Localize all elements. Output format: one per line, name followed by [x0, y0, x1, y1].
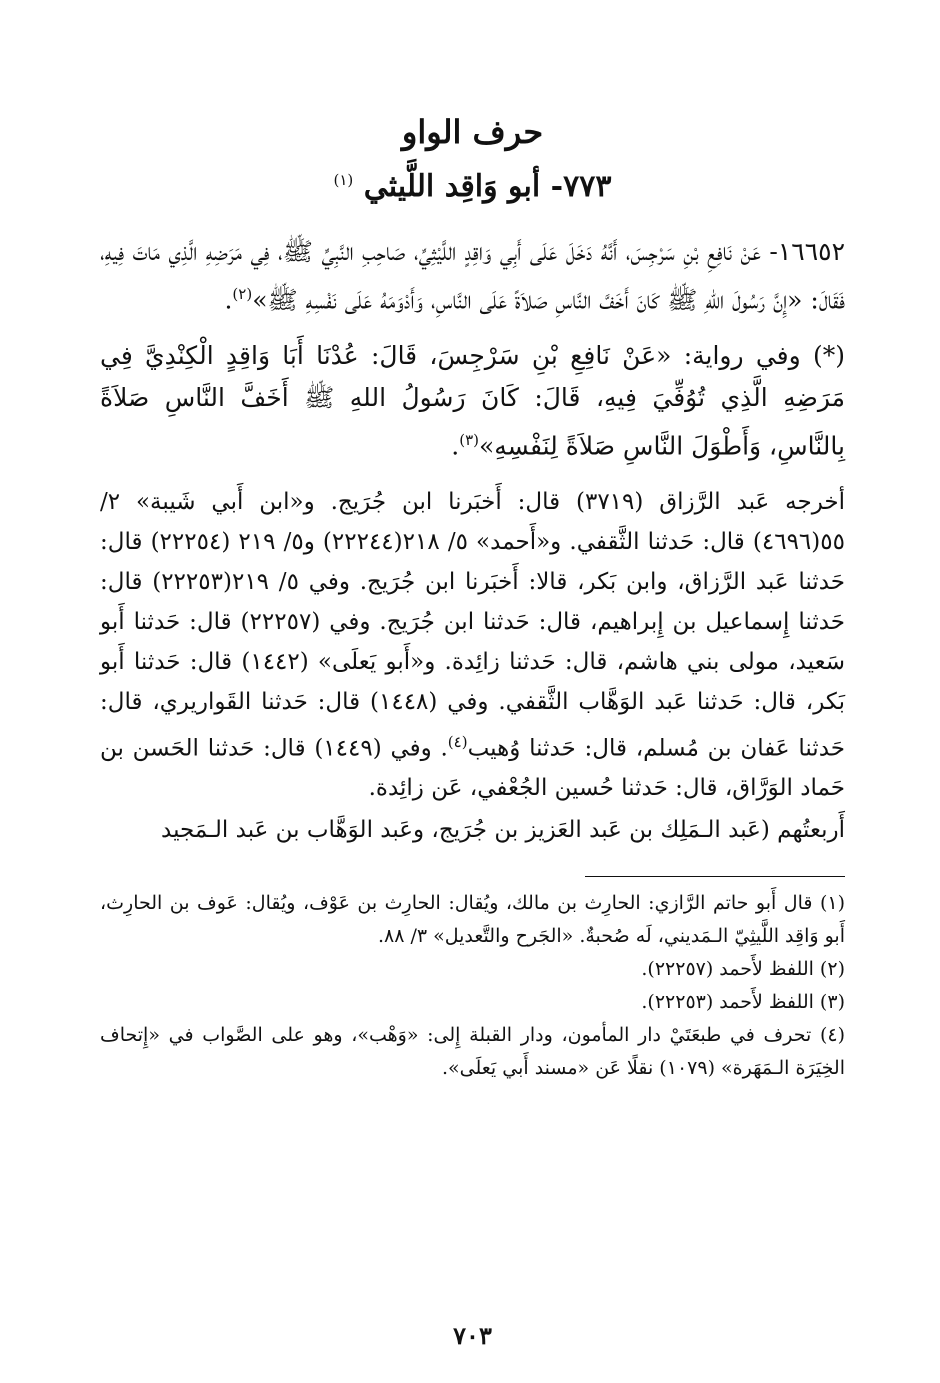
takhrij-body-before: أخرجه عَبد الرَّزاق (٣٧١٩) قال: أَخبَرنا ابن جُرَيج. و«ابن أَبي شَيبة» ٢/ ٥٥(٤٦٩٦) قال: حَدثنا الثَّقفي. و«أَحمد» ٥/ ٢١٨(٢٢٢٤٤) و٥/ ٢١٩ (٢٢٢٥٤) قال: حَدثنا عَبد الرَّزاق، وابن بَكر، قالا: أَخبَرنا ابن جُرَيج. وفي ٥/ ٢١٩(٢٢٢٥٣) قال: حَدثنا إِسماعيل بن إِبراهيم، قال: حَدثنا ابن جُرَيج. وفي (٢٢٢٥٧) قال: حَدثنا أَبو سَعيد، مولى بني هاشم، قال: حَدثنا زائِدة. و«أَبو يَعلَى» (١٤٤٢) قال: حَدثنا أَبو بَكر، قال: حَدثنا عَبد الوَهَّاب الثَّقفي. وفي (١٤٤٨) قال: حَدثنا القَواريري، قال: حَدثنا عَفان بن مُسلم، قال: حَدثنا وُهيب	[100, 488, 846, 762]
hadith-footnote-ref: (٢)	[232, 285, 253, 303]
footnote-3: (٣) اللفظ لأَحمد (٢٢٢٥٣).	[641, 991, 845, 1014]
chapter-title: حرف الواو	[401, 113, 544, 151]
entry-title	[100, 158, 845, 209]
entry-title-text: ٧٧٣- أبو وَاقِد اللَّيثي	[363, 169, 612, 204]
riwaya-footnote-ref: (٣)	[459, 431, 479, 450]
riwaya-body: (*) وفي رواية: «عَنْ نَافِعِ بْنِ سَرْجِسَ، قَالَ: عُدْنَا أَبَا وَاقِدٍ الْكِنْدِيَّ فِي مَرَضِهِ الَّذِي تُوُفِّيَ فِيهِ، قَالَ: كَانَ رَسُولُ اللهِ ﷺ أَخَفَّ النَّاسِ صَلاَةً بِالنَّاسِ، وَأَطْوَلَ النَّاسِ صَلاَةً لِنَفْسِهِ»	[100, 341, 845, 461]
hadith-text: ١٦٦٥٢- عَنْ نَافِعِ بْنِ سَرْجِسَ، أَنَّهُ دَخَلَ عَلَى أَبِي وَاقِدٍ اللَّيْثِيِّ، صَاحِبِ النَّبِيِّ ﷺ، فِي مَرَضِهِ الَّذِي مَاتَ فِيهِ، فَقَالَ: «إِنَّ رَسُولَ اللهِ ﷺ كَانَ أَخَفَّ النَّاسِ صَلاَةً عَلَى النَّاسِ، وَأَدْوَمَهُ عَلَى نَفْسِهِ ﷺ»$^{(٢)}$.	[100, 237, 845, 315]
riwaya-end: .	[451, 431, 460, 461]
footnote-2: (٢) اللفظ لأَحمد (٢٢٢٥٧).	[641, 958, 845, 981]
footnote-divider	[585, 876, 845, 877]
footnote-4: (٤) تحرف في طبعَتَيْ دار المأمون، ودار القبلة إِلى: «وَهْب»، وهو على الصَّواب في «إِتحاف الخِيَرَة الـمَهَرة» (١٠٧٩) نقلًا عَن «مسند أَبي يَعلَى».	[100, 1024, 845, 1080]
footnote-1: (١) قال أَبو حاتم الرَّازي: الحارِث بن مالك، ويُقال: الحارِث بن عَوْف، ويُقال: عَوف بن الحارِث، أَبو وَاقِد اللَّيثِيّ الـمَديني، لَه صُحبةٌ. «الجَرح والتَّعديل» ٣/ ٨٨.	[100, 892, 845, 948]
book-page	[100, 110, 845, 1350]
hadith-body: ١٦٦٥٢- عَنْ نَافِعِ بْنِ سَرْجِسَ، أَنَّهُ دَخَلَ عَلَى أَبِي وَاقِدٍ اللَّيْثِيِّ، صَاحِبِ النَّبِيِّ ﷺ، فِي مَرَضِهِ الَّذِي مَاتَ فِيهِ، فَقَالَ: «إِنَّ رَسُولَ اللهِ ﷺ كَانَ أَخَفَّ النَّاسِ صَلاَةً عَلَى النَّاسِ، وَأَدْوَمَهُ عَلَى نَفْسِهِ ﷺ»	[100, 237, 845, 315]
summary-text: أَربعتُهم (عَبد الـمَلِك بن عَبد العَزيز بن جُرَيج، وعَبد الوَهَّاب بن عَبد الـمَجيد	[161, 817, 845, 844]
riwaya-text	[100, 335, 845, 467]
takhrij-text	[100, 482, 845, 809]
page-number: ٧٠٣	[453, 1321, 492, 1350]
takhrij-body-after: . وفي (١٤٤٩) قال: حَدثنا الحَسن بن حَماد الوَرَّاق، قال: حَدثنا حُسين الجُعْفي، عَن زائِدة.	[100, 735, 845, 802]
entry-footnote-ref: (١)	[333, 171, 354, 189]
takhrij-footnote-ref: (٤)	[447, 732, 468, 751]
footnotes	[100, 887, 845, 1085]
